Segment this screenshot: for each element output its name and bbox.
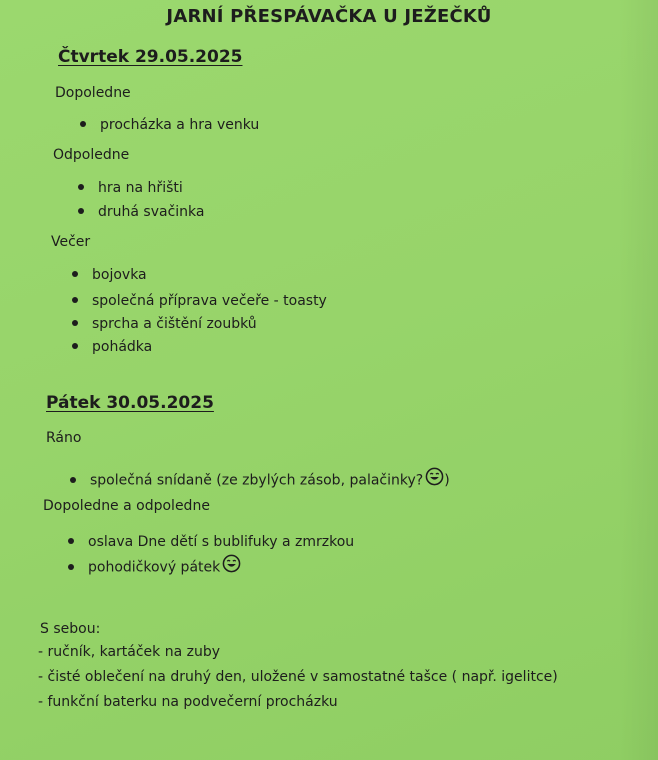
list-item: společná příprava večeře - toasty bbox=[72, 293, 327, 309]
list-item: bojovka bbox=[72, 267, 147, 283]
smiley-icon bbox=[222, 554, 241, 577]
list-item: druhá svačinka bbox=[78, 204, 204, 220]
list-item: procházka a hra venku bbox=[80, 117, 259, 133]
page-shadow bbox=[618, 0, 658, 760]
section-label-early-morning: Ráno bbox=[46, 430, 82, 446]
section-label-evening: Večer bbox=[51, 234, 91, 250]
bullet-icon bbox=[78, 184, 84, 190]
bring-label: S sebou: bbox=[40, 621, 101, 637]
bullet-icon bbox=[72, 297, 78, 303]
bullet-icon bbox=[78, 208, 84, 214]
bullet-icon bbox=[72, 320, 78, 326]
list-item: společná snídaně (ze zbylých zásob, palačinky? ) bbox=[70, 469, 450, 492]
bullet-icon bbox=[80, 121, 86, 127]
bullet-icon bbox=[72, 271, 78, 277]
list-item: pohodičkový pátek bbox=[68, 556, 241, 579]
day-heading-thursday: Čtvrtek 29.05.2025 bbox=[58, 47, 243, 67]
list-item: pohádka bbox=[72, 339, 152, 355]
section-label-morning: Dopoledne bbox=[55, 85, 131, 101]
section-label-afternoon: Odpoledne bbox=[53, 147, 130, 163]
list-item: sprcha a čištění zoubků bbox=[72, 316, 257, 332]
list-item: oslava Dne dětí s bublifuky a zmrzkou bbox=[68, 534, 354, 550]
bullet-icon bbox=[68, 564, 74, 570]
bullet-icon bbox=[70, 477, 76, 483]
bring-line: - funkční baterku na podvečerní procházku bbox=[38, 694, 338, 710]
day-heading-friday: Pátek 30.05.2025 bbox=[46, 393, 214, 413]
bring-line: - ručník, kartáček na zuby bbox=[38, 644, 221, 660]
list-item: hra na hřišti bbox=[78, 180, 183, 196]
bullet-icon bbox=[68, 538, 74, 544]
bullet-icon bbox=[72, 343, 78, 349]
page-title: JARNÍ PŘESPÁVAČKA U JEŽEČKŮ bbox=[166, 6, 492, 27]
section-label-day: Dopoledne a odpoledne bbox=[43, 498, 210, 514]
bring-line: - čisté oblečení na druhý den, uložené v samostatné tašce ( např. igelitce) bbox=[38, 669, 558, 685]
smiley-icon bbox=[425, 467, 444, 490]
